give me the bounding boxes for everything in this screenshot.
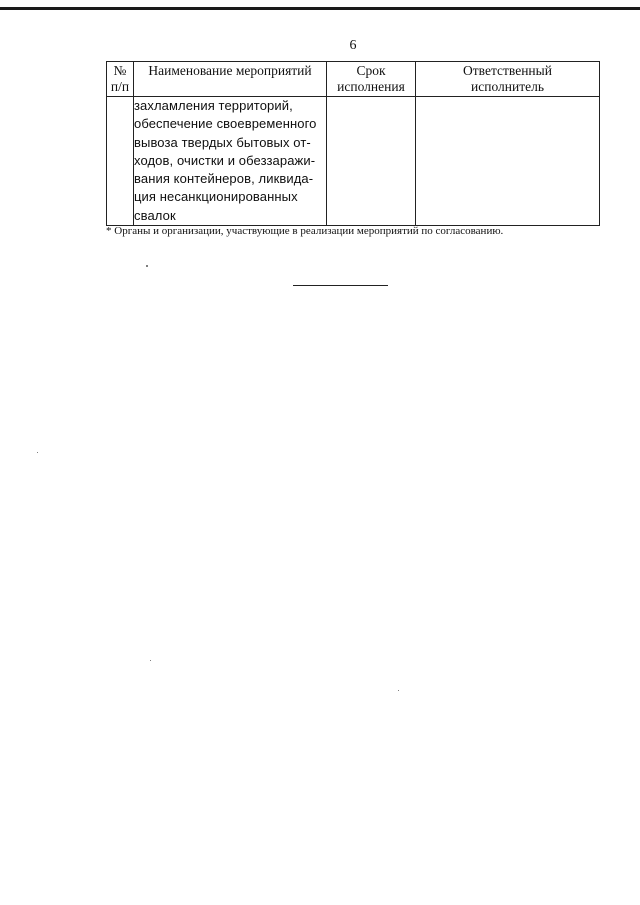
measure-name-line: захламления территорий,	[134, 98, 293, 113]
cell-term	[327, 97, 416, 226]
cell-num	[107, 97, 134, 226]
header-term-line: исполнения	[337, 79, 405, 94]
scan-top-border	[0, 7, 640, 10]
footnote: * Органы и организации, участвующие в реализации мероприятий по согласованию.	[106, 225, 504, 237]
header-num	[107, 62, 134, 97]
table-row	[107, 97, 600, 226]
measure-name-line: свалок	[134, 207, 176, 223]
header-responsible-line: исполнитель	[471, 79, 544, 94]
measure-name-line: вания контейнеров, ликвида-	[134, 171, 314, 187]
header-num-line: п/п	[110, 79, 130, 94]
cell-measure-name	[134, 97, 327, 226]
table-header-row	[107, 62, 600, 97]
cell-responsible	[416, 97, 600, 226]
page-number: 6	[349, 38, 357, 53]
measure-name-line: ция несанкционированных	[134, 189, 298, 205]
measures-table	[106, 61, 600, 226]
scan-speck	[398, 690, 399, 691]
scan-speck	[150, 660, 151, 661]
scan-speck	[146, 265, 148, 267]
header-responsible	[416, 62, 600, 97]
header-term	[327, 62, 416, 97]
measure-name-line: ходов, очистки и обеззаражи-	[134, 152, 316, 168]
measure-name-line: обеспечение своевременного	[134, 116, 317, 132]
scan-speck	[37, 452, 38, 453]
header-responsible-line: Ответственный	[463, 63, 552, 78]
header-term-line: Срок	[356, 63, 386, 78]
end-separator-line	[293, 285, 388, 286]
header-num-line: №	[113, 63, 127, 78]
measure-name-line: вывоза твердых бытовых от-	[134, 134, 311, 150]
header-name: Наименование мероприятий	[134, 62, 327, 97]
